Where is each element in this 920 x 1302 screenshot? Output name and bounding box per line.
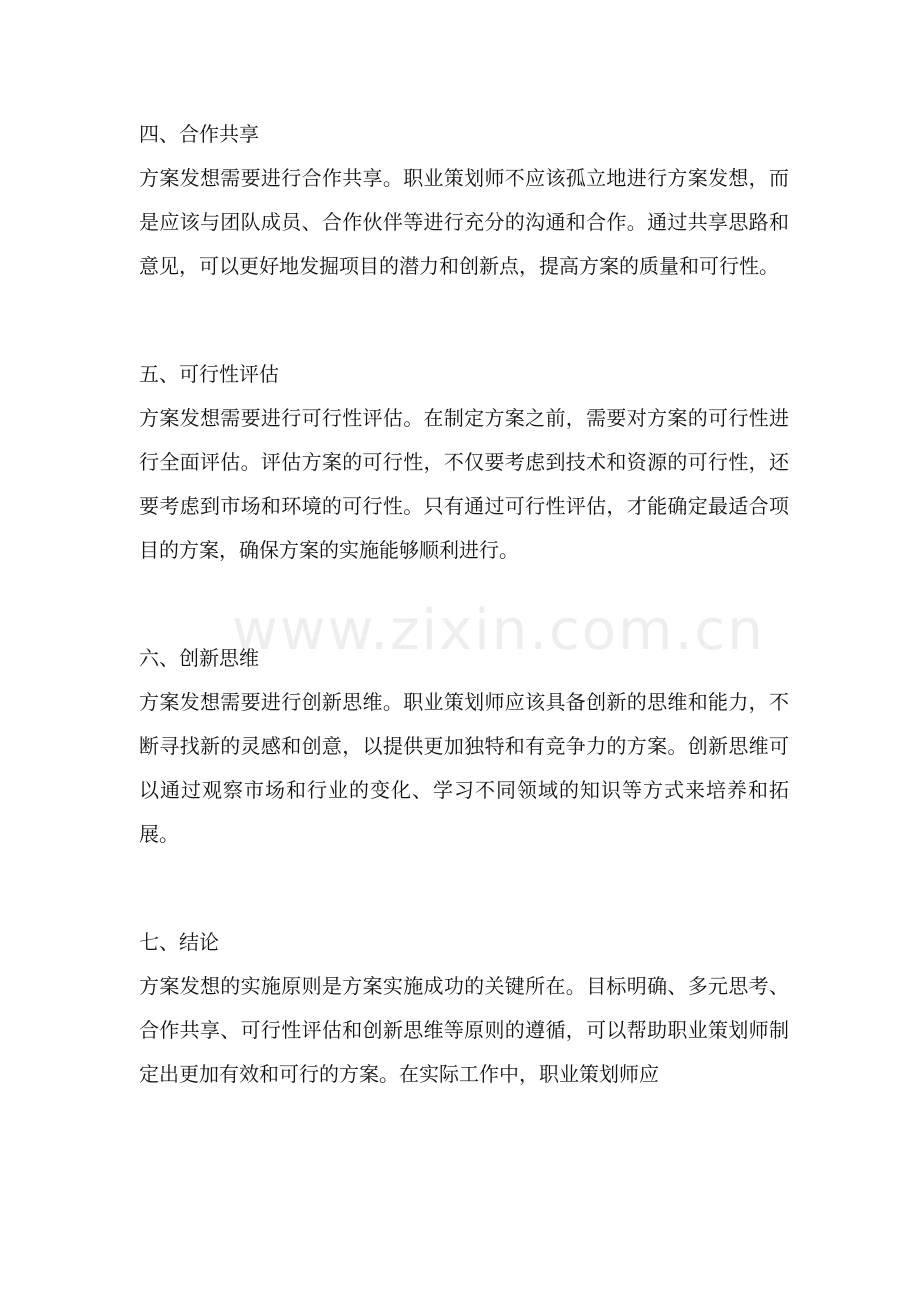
section-paragraph: 方案发想需要进行合作共享。职业策划师不应该孤立地进行方案发想，而是应该与团队成员、合作伙伴等进行充分的沟通和合作。通过共享思路和意见，可以更好地发掘项目的潜力和创新点，提高方案的质量和可行性。 [139, 166, 789, 278]
section-paragraph: 方案发想的实施原则是方案实施成功的关键所在。目标明确、多元思考、合作共享、可行性评估和创新思维等原则的遵循，可以帮助职业策划师制定出更加有效和可行的方案。在实际工作中，职业策划师应 [139, 974, 789, 1086]
section-heading: 七、结论 [139, 930, 219, 954]
section-feasibility [139, 352, 789, 572]
section-paragraph: 方案发想需要进行可行性评估。在制定方案之前，需要对方案的可行性进行全面评估。评估方案的可行性，不仅要考虑到技术和资源的可行性，还要考虑到市场和环境的可行性。只有通过可行性评估，才能确定最适合项目的方案，确保方案的实施能够顺利进行。 [139, 406, 789, 562]
section-heading: 四、合作共享 [139, 122, 259, 146]
section-innovation [139, 636, 789, 856]
section-conclusion [139, 920, 789, 1096]
section-paragraph: 方案发想需要进行创新思维。职业策划师应该具备创新的思维和能力，不断寻找新的灵感和创意，以提供更加独特和有竞争力的方案。创新思维可以通过观察市场和行业的变化、学习不同领域的知识等方式来培养和拓展。 [139, 690, 789, 846]
section-heading: 五、可行性评估 [139, 362, 279, 386]
watermark: www.zixin.com.cn [232, 598, 765, 663]
document-body [139, 112, 789, 1160]
section-cooperation [139, 112, 789, 288]
section-heading: 六、创新思维 [139, 646, 259, 670]
